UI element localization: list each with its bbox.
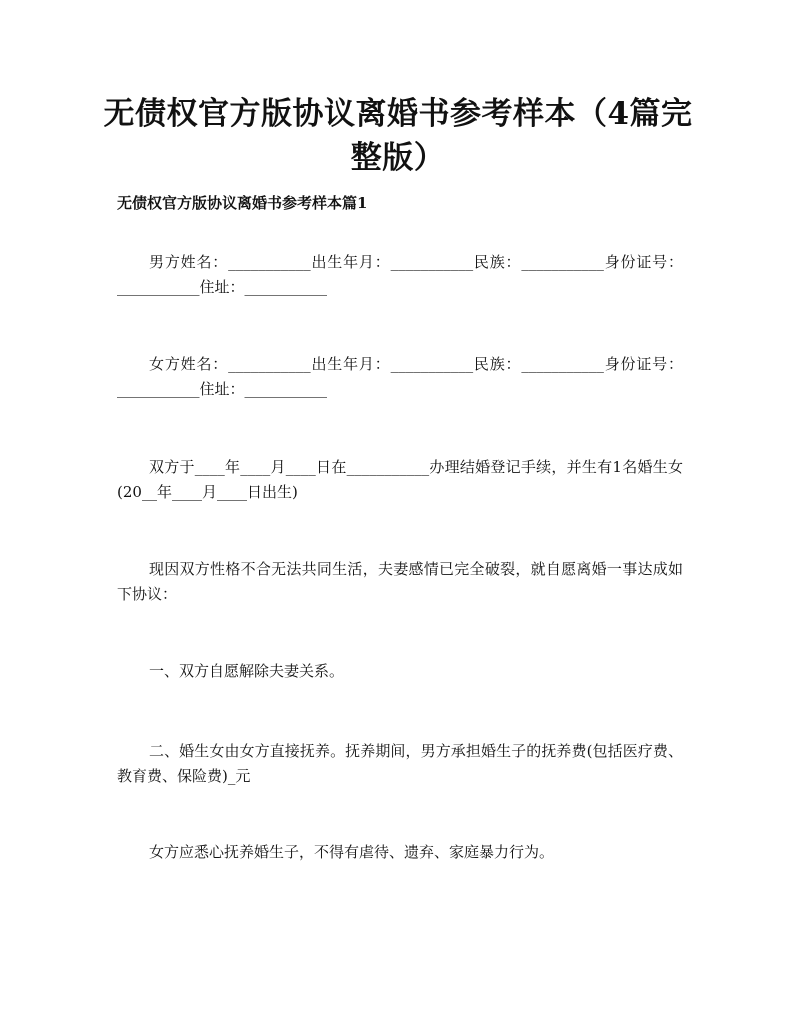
paragraph-divorce-reason: 现因双方性格不合无法共同生活，夫妻感情已完全破裂，就自愿离婚一事达成如下协议： bbox=[117, 560, 683, 603]
paragraph-male-info: 男方姓名：___________出生年月：___________民族：___________身份证号：___________住址：___________ bbox=[117, 253, 683, 296]
document-title: 无债权官方版协议离婚书参考样本（4篇完整版） bbox=[103, 96, 693, 176]
paragraph-female-info: 女方姓名：___________出生年月：___________民族：___________身份证号：___________住址：___________ bbox=[117, 355, 683, 398]
paragraph-clause-one: 一、双方自愿解除夫妻关系。 bbox=[149, 662, 345, 680]
paragraph-custody-duty: 女方应悉心抚养婚生子，不得有虐待、遗弃、家庭暴力行为。 bbox=[149, 843, 555, 861]
paragraph-clause-two: 二、婚生女由女方直接抚养。抚养期间，男方承担婚生子的抚养费(包括医疗费、教育费、保险费)_元 bbox=[117, 742, 683, 785]
paragraph-marriage-registration: 双方于____年____月____日在___________办理结婚登记手续，并生有1名婚生女(20__年____月____日出生) bbox=[117, 458, 683, 501]
section-heading: 无债权官方版协议离婚书参考样本篇1 bbox=[117, 194, 368, 212]
